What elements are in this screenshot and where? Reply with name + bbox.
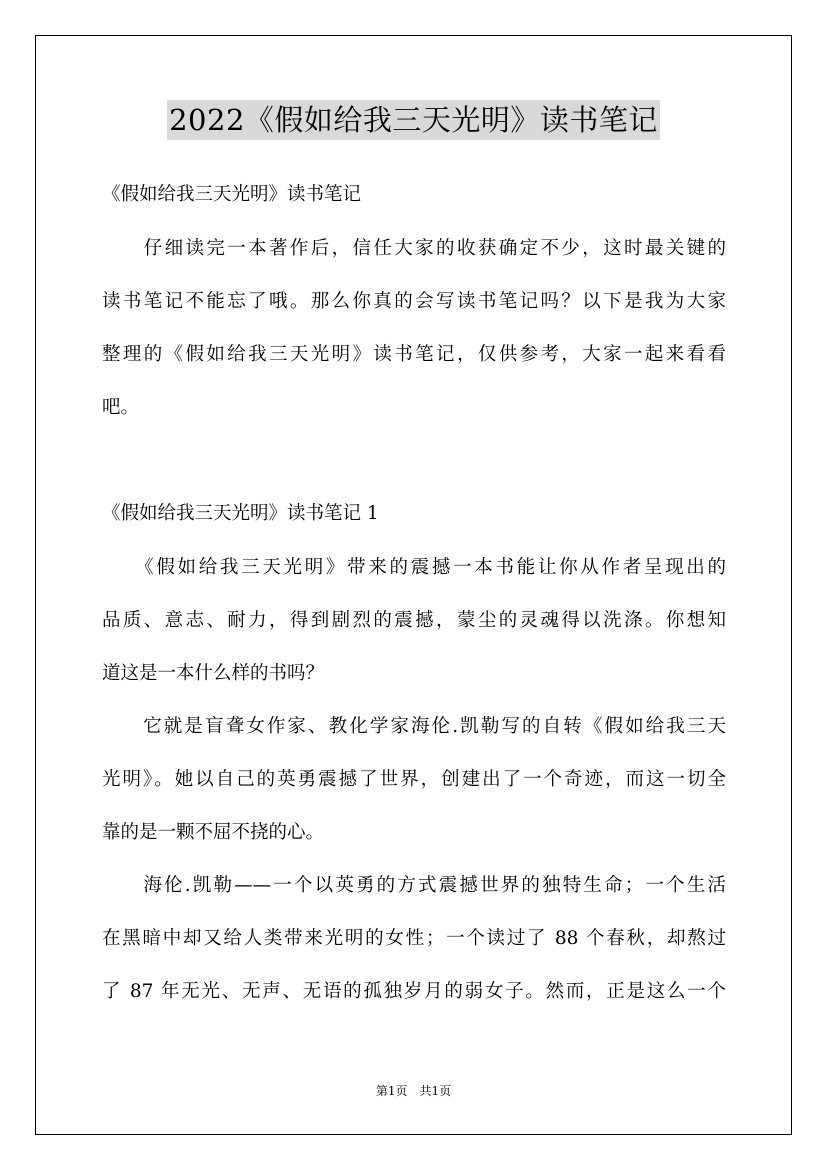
document-body	[102, 176, 726, 1010]
paragraph-line: 它就是盲聋女作家、教化学家海伦.凯勒写的自转《假如给我三天	[102, 716, 726, 737]
paragraph-line: 靠的是一颗不屈不挠的心。	[102, 822, 325, 843]
paragraph-line: 道这是一本什么样的书吗？	[102, 663, 325, 684]
paragraph-line: 光明》。她以自己的英勇震撼了世界，创建出了一个奇迹，而这一切全	[102, 769, 726, 790]
paragraph-line: 品质、意志、耐力，得到剧烈的震撼，蒙尘的灵魂得以洗涤。你想知	[102, 610, 726, 631]
paragraph-line: 在黑暗中却又给人类带来光明的女性；一个读过了 88 个春秋，却熬过	[102, 928, 726, 949]
paragraph-line: 了 87 年无光、无声、无语的孤独岁月的弱女子。然而，正是这么一个	[102, 981, 726, 1002]
document-title: 2022《假如给我三天光明》读书笔记	[167, 100, 660, 140]
section-heading: 《假如给我三天光明》读书笔记 1	[102, 503, 379, 524]
intro-heading: 《假如给我三天光明》读书笔记	[102, 184, 362, 205]
page-footer: 第1页 共1页	[375, 1084, 452, 1098]
paragraph-line: 《假如给我三天光明》带来的震撼一本书能让你从作者呈现出的	[102, 557, 726, 578]
intro-line: 吧。	[102, 397, 140, 418]
paragraph-line: 海伦.凯勒——一个以英勇的方式震撼世界的独特生命；一个生活	[102, 875, 726, 896]
title-container	[0, 100, 827, 140]
intro-line: 读书笔记不能忘了哦。那么你真的会写读书笔记吗？以下是我为大家	[102, 291, 726, 312]
intro-line: 仔细读完一本著作后，信任大家的收获确定不少，这时最关键的	[102, 238, 726, 259]
intro-line: 整理的《假如给我三天光明》读书笔记，仅供参考，大家一起来看看	[102, 344, 726, 365]
